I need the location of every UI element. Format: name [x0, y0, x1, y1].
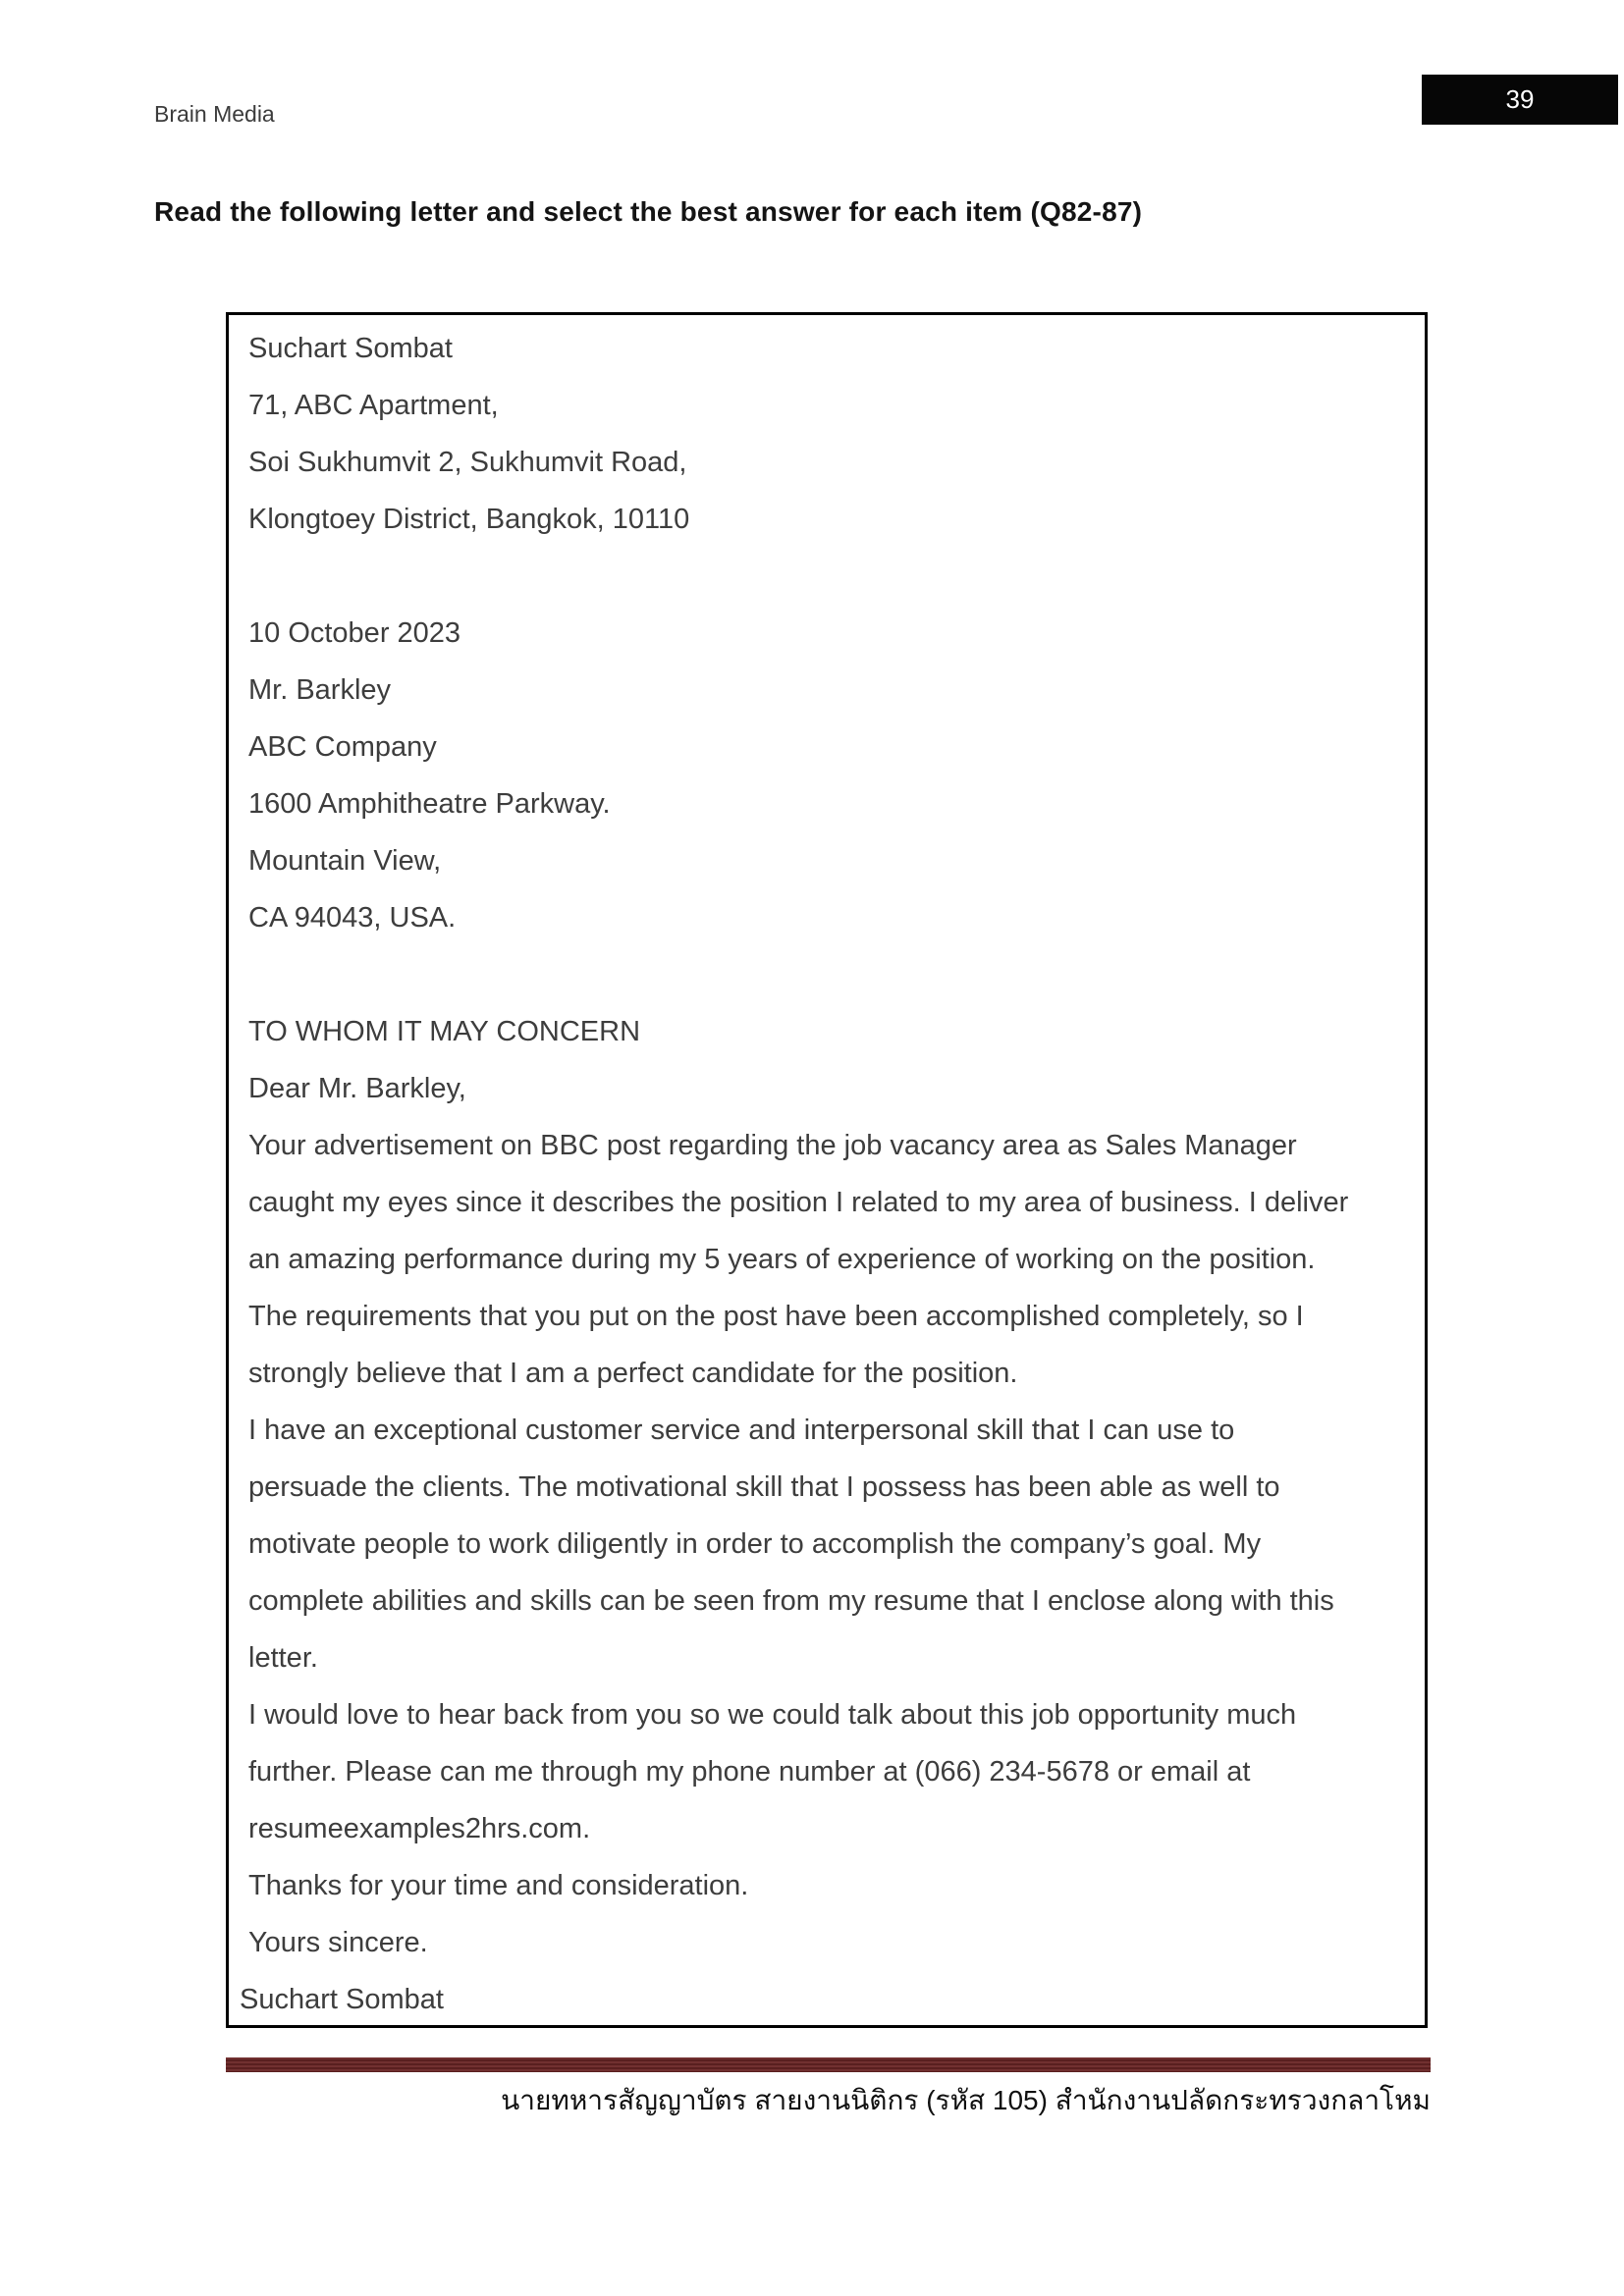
letter-line: letter.	[248, 1642, 318, 1674]
letter-line: an amazing performance during my 5 years of experience of working on the position.	[248, 1244, 1316, 1275]
letter-line	[248, 946, 1409, 1003]
letter-line: further. Please can me through my phone number at (066) 234-5678 or email at	[248, 1756, 1251, 1788]
letter-line: resumeexamples2hrs.com.	[248, 1813, 591, 1844]
letter-line: Suchart Sombat	[248, 333, 453, 364]
letter-line: CA 94043, USA.	[248, 902, 457, 934]
letter-line: Mr. Barkley	[248, 674, 392, 706]
letter-line: Klongtoey District, Bangkok, 10110	[248, 504, 690, 535]
footer-thai-text: นายทหารสัญญาบัตร สายงานนิติกร (รหัส 105) สำนักงานปลัดกระทรวงกลาโหม	[501, 2085, 1431, 2115]
letter-line: Mountain View,	[248, 845, 442, 877]
letter-line: Dear Mr. Barkley,	[248, 1073, 466, 1104]
footer-divider-bar	[226, 2057, 1431, 2072]
letter-line: persuade the clients. The motivational skill that I possess has been able as well to	[248, 1471, 1280, 1503]
letter-line: The requirements that you put on the post have been accomplished completely, so I	[248, 1301, 1304, 1332]
page-number: 39	[1505, 84, 1535, 114]
brand-label: Brain Media	[154, 101, 275, 127]
letter-line: 71, ABC Apartment,	[248, 390, 499, 421]
letter-line: I would love to hear back from you so we could talk about this job opportunity much	[248, 1699, 1297, 1731]
page-number-box	[1422, 75, 1618, 125]
letter-line: Soi Sukhumvit 2, Sukhumvit Road,	[248, 447, 687, 478]
letter-line: complete abilities and skills can be seen from my resume that I enclose along with this	[248, 1585, 1334, 1617]
letter-line: ABC Company	[248, 731, 437, 763]
letter-line: strongly believe that I am a perfect candidate for the position.	[248, 1358, 1018, 1389]
letter-line: 1600 Amphitheatre Parkway.	[248, 788, 611, 820]
instruction-heading: Read the following letter and select the best answer for each item (Q82-87)	[154, 196, 1143, 227]
letter-line: Yours sincere.	[248, 1927, 428, 1958]
letter-line: Your advertisement on BBC post regarding the job vacancy area as Sales Manager	[248, 1130, 1297, 1161]
letter-line: Thanks for your time and consideration.	[248, 1870, 749, 1901]
letter-box	[226, 312, 1428, 2028]
letter-line: TO WHOM IT MAY CONCERN	[248, 1016, 641, 1047]
letter-line: caught my eyes since it describes the position I related to my area of business. I deliver	[248, 1187, 1349, 1218]
letter-line: I have an exceptional customer service and interpersonal skill that I can use to	[248, 1415, 1235, 1446]
letter-line: 10 October 2023	[248, 617, 461, 649]
letter-line	[248, 548, 1409, 605]
letter-line: motivate people to work diligently in order to accomplish the company’s goal. My	[248, 1528, 1262, 1560]
letter-line: Suchart Sombat	[240, 1984, 444, 2015]
